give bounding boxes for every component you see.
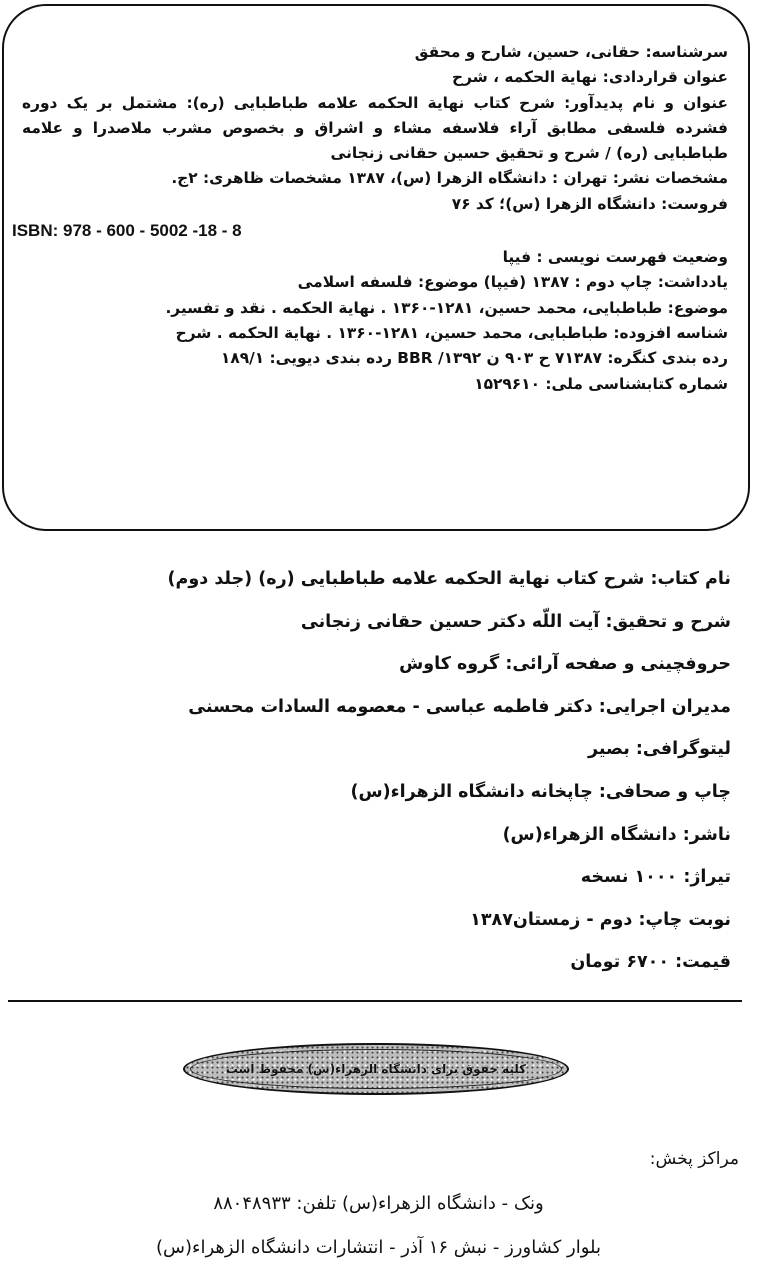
detail-price: قیمت: ۶۷۰۰ تومان [570,952,731,973]
cip-line-title: عنوان و نام پدیدآور: شرح کتاب نهایة الحکمه علامه طباطبایی (ره): مشتمل بر یک دوره [22,93,728,112]
detail-circulation: تیراژ: ۱۰۰۰ نسخه [580,867,731,888]
cip-line-author: سرشناسه: حقانی، حسین، شارح و محقق [414,43,728,61]
cip-line-uniform-title: عنوان قراردادی: نهایة الحکمه ، شرح [452,68,728,87]
cip-line-note: یادداشت: چاپ دوم : ۱۳۸۷ (فیپا) موضوع: فلسفه اسلامی [297,273,728,292]
cip-line-series: فروست: دانشگاه الزهرا (س)؛ کد ۷۶ [451,194,728,213]
book-details [168,558,731,984]
detail-lithography: لیتوگرافی: بصیر [588,739,731,760]
cip-line-publication: مشخصات نشر: تهران : دانشگاه الزهرا (س)، ۱۳۸۷ مشخصات ظاهری: ۲ج. [171,169,728,188]
detail-commentary: شرح و تحقیق: آیت اللّه دکتر حسین حقانی زنجانی [300,611,731,632]
cip-line-classification: رده بندی کنگره: ۷۱۳۸۷ ح ۹۰۳ ن ۱۳۹۲/ BBR رده بندی دیویی: ۱۸۹/۱ [220,349,728,368]
divider [8,1000,742,1002]
distribution-line-1: ونک - دانشگاه الزهراء(س) تلفن: ۸۸۰۴۸۹۳۳ [213,1193,544,1214]
cip-line-subject: موضوع: طباطبایی، محمد حسین، ۱۲۸۱-۱۳۶۰ . نهایة الحکمه . نقد و تفسیر. [165,298,728,317]
detail-typesetting: حروفچینی و صفحه آرائی: گروه کاوش [399,654,731,675]
cip-line-added-entry: شناسه افزوده: طباطبایی، محمد حسین، ۱۲۸۱-۱۳۶۰ . نهایة الحکمه . شرح [175,323,728,342]
detail-managers: مدیران اجرایی: دکتر فاطمه عباسی - معصومه السادات محسنی [188,696,731,717]
detail-printing: چاپ و صحافی: چاپخانه دانشگاه الزهراء(س) [350,781,731,802]
detail-edition: نوبت چاپ: دوم - زمستان۱۳۸۷ [470,909,731,930]
detail-publisher: ناشر: دانشگاه الزهراء(س) [502,824,731,845]
detail-book-name: نام کتاب: شرح کتاب نهایة الحکمه علامه طباطبایی (ره) (جلد دوم) [167,569,731,589]
cip-catalog-box [2,4,750,531]
cip-line-status: وضعیت فهرست نویسی : فیپا [502,248,728,267]
copyright-stamp-text: کلیه حقوق برای دانشگاه الزهراء(س) محفوظ است [190,1049,562,1089]
distribution-label: مراکز پخش: [649,1149,739,1169]
isbn: ISBN: 978 - 600 - 5002 -18 - 8 [12,221,242,241]
cip-line-title-end: طباطبایی (ره) / شرح و تحقیق حسین حقانی زنجانی [330,144,728,163]
cip-line-national-bib-number: شماره کتابشناسی ملی: ۱۵۲۹۶۱۰ [474,374,728,393]
cip-line-title-cont: فشرده فلسفی مطابق آراء فلاسفه مشاء و اشراق و بخصوص مشرب ملاصدرا و علامه [22,118,728,137]
distribution-line-2: بلوار کشاورز - نبش ۱۶ آذر - انتشارات دانشگاه الزهراء(س) [156,1237,601,1258]
copyright-stamp [183,1043,569,1095]
